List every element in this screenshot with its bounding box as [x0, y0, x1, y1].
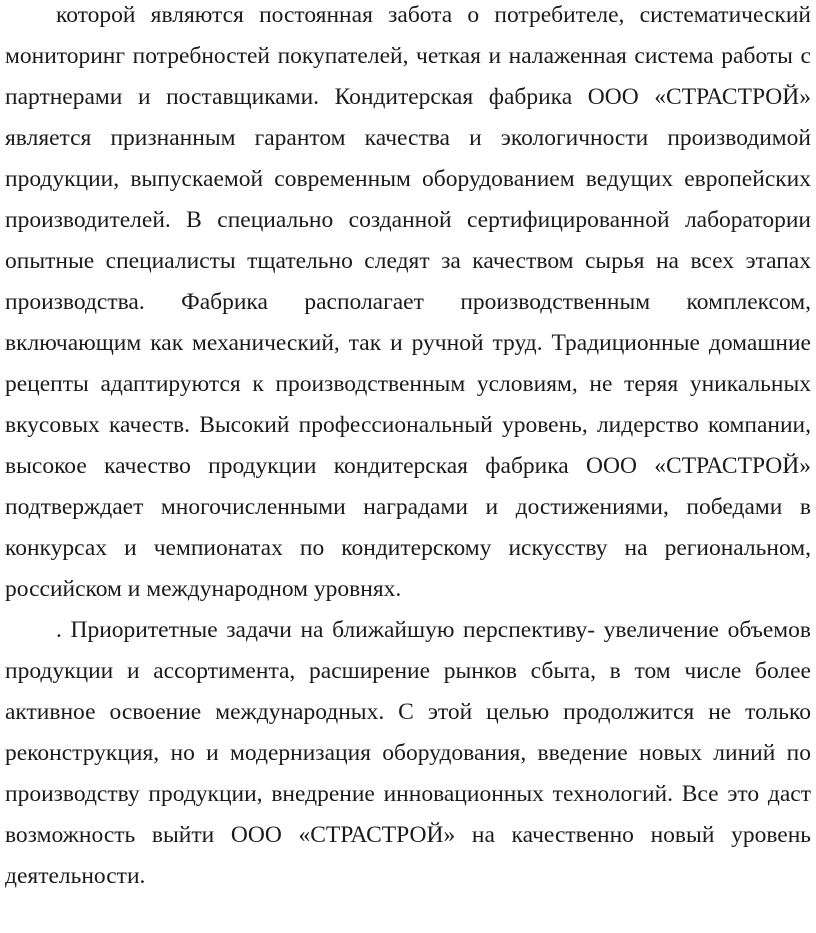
paragraph-line: продукции и ассортимента, расширение рынков сбыта, в том числе более — [5, 658, 811, 684]
paragraph-line: производству продукции, внедрение инновационных технологий. Все это даст — [5, 781, 811, 807]
paragraph-line: реконструкция, но и модернизация оборудования, введение новых линий по — [5, 740, 811, 766]
paragraph-line: активное освоение международных. С этой целью продолжится не только — [5, 699, 811, 725]
paragraph-line: продукции, выпускаемой современным оборудованием ведущих европейских — [5, 166, 811, 192]
paragraph-line: деятельности. — [5, 863, 146, 889]
paragraph-line: производителей. В специально созданной сертифицированной лаборатории — [5, 207, 811, 233]
paragraph-line: рецепты адаптируются к производственным условиям, не теряя уникальных — [5, 371, 811, 397]
paragraph-line: опытные специалисты тщательно следят за качеством сырья на всех этапах — [5, 248, 811, 274]
paragraph-line: мониторинг потребностей покупателей, четкая и налаженная система работы с — [5, 43, 811, 69]
paragraph-line: подтверждает многочисленными наградами и достижениями, победами в — [5, 494, 811, 520]
paragraph-line: возможность выйти ООО «СТРАСТРОЙ» на качественно новый уровень — [5, 822, 811, 848]
paragraph-line: . Приоритетные задачи на ближайшую перспективу- увеличение объемов — [56, 617, 811, 643]
paragraph-line: является признанным гарантом качества и экологичности производимой — [5, 125, 811, 151]
paragraph-line: конкурсах и чемпионатах по кондитерскому искусству на региональном, — [5, 535, 811, 561]
paragraph-line: российском и международном уровнях. — [5, 576, 402, 602]
paragraph-line: производства. Фабрика располагает производственным комплексом, — [5, 289, 811, 315]
paragraph-line: высокое качество продукции кондитерская фабрика ООО «СТРАСТРОЙ» — [5, 453, 811, 479]
paragraph-line: включающим как механический, так и ручной труд. Традиционные домашние — [5, 330, 811, 356]
paragraph-line: которой являются постоянная забота о потребителе, систематический — [56, 2, 811, 28]
paragraph-line: вкусовых качеств. Высокий профессиональный уровень, лидерство компании, — [5, 412, 811, 438]
paragraph-line: партнерами и поставщиками. Кондитерская фабрика ООО «СТРАСТРОЙ» — [5, 84, 811, 110]
